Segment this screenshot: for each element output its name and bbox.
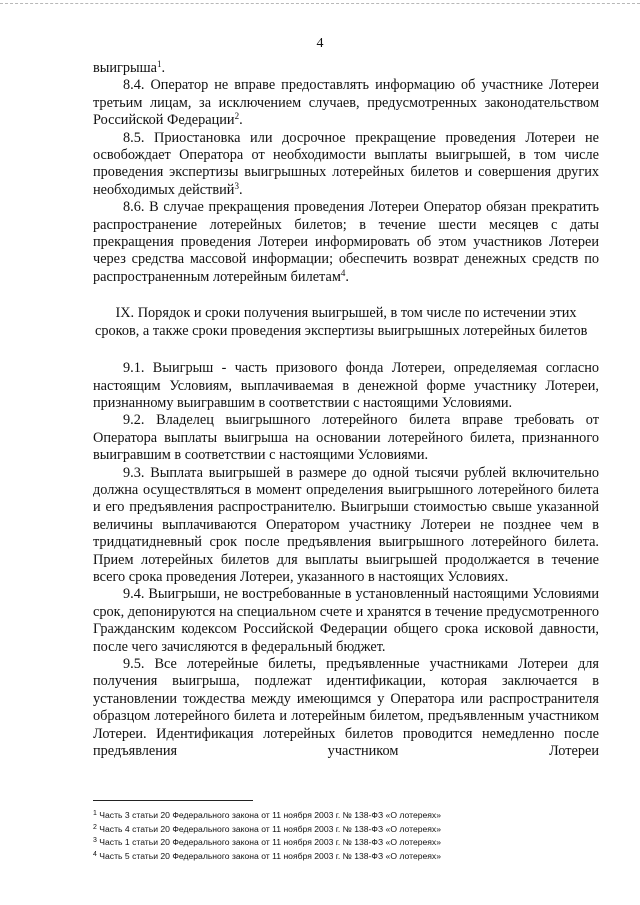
paragraph-9-1: 9.1. Выигрыш - часть призового фонда Лотереи, определяемая согласно настоящим Условиям, выплачиваемая в денежной форме участнику Лотереи, признанному выигравшим в соответствии с настоящими Условиями. xyxy=(93,360,599,411)
paragraph-text: 8.4. Оператор не вправе предоставлять информацию об участнике Лотереи третьим лицам, за исключением случаев, предусмотренных законодательством Российской Федерации xyxy=(93,77,599,129)
footnote-number: 2 xyxy=(93,823,97,831)
footnote-number: 4 xyxy=(93,850,97,858)
paragraph-9-2: 9.2. Владелец выигрышного лотерейного билета вправе требовать от Оператора выплаты выигрыша на основании лотерейного билета, признанного выигравшим в соответствии с настоящими Условиями. xyxy=(93,412,599,464)
paragraph-text: 8.6. В случае прекращения проведения Лотереи Оператор обязан прекратить распространение лотерейных билетов; в течение шести месяцев с даты прекращения проведения Лотереи информировать об этом участников Лотереи через средства массовой информации; обеспечить возврат денежных средств по распространенным лотерейным билетам xyxy=(93,199,599,285)
page-number: 4 xyxy=(316,36,324,51)
footnote-text: Часть 4 статьи 20 Федерального закона от 11 ноября 2003 г. № 138-ФЗ «О лотереях» xyxy=(99,823,442,834)
footnote-ref[interactable]: 2 xyxy=(234,111,240,122)
footnote-text: Часть 1 статьи 20 Федерального закона от 11 ноября 2003 г. № 138-ФЗ «О лотереях» xyxy=(99,837,442,848)
paragraph-punct: . xyxy=(161,60,166,76)
footnote xyxy=(93,823,599,837)
paragraph-continuation xyxy=(93,60,599,77)
footnote-number: 3 xyxy=(93,837,97,845)
paragraph-text: выигрыша xyxy=(93,60,157,76)
footnotes xyxy=(93,800,599,863)
paragraph-9-4: 9.4. Выигрыши, не востребованные в установленный настоящими Условиями срок, депонируются на специальном счете и хранятся в течение предусмотренного Гражданским кодексом Российской Федерации общего срока исковой давности, после чего зачисляются в федеральный бюджет. xyxy=(93,586,599,655)
footnote-ref[interactable]: 3 xyxy=(234,180,239,191)
paragraph-punct: . xyxy=(239,112,243,129)
paragraph-punct: . xyxy=(238,181,243,198)
paragraph-9-5: 9.5. Все лотерейные билеты, предъявленные участниками Лотереи для получения выигрыша, подлежат идентификации, которая заключается в установлении тождества между имеющимся у Оператора или распространителя образцом лотерейного билета и лотерейным билетом, предъявленным участником Лотереи. Идентификация лотерейных билетов проводится немедленно после предъявления участником Лотереи xyxy=(93,656,599,760)
document-body xyxy=(93,60,599,760)
paragraph-8-6 xyxy=(93,199,599,286)
paragraph-8-4 xyxy=(93,77,599,129)
footnote-number: 1 xyxy=(93,810,97,817)
footnote-ref[interactable]: 1 xyxy=(156,59,162,69)
footnote xyxy=(93,836,599,850)
paragraph-punct: . xyxy=(345,268,349,285)
paragraph-8-5 xyxy=(93,130,599,200)
scan-top-edge xyxy=(0,3,640,4)
footnote-ref[interactable]: 4 xyxy=(340,267,346,278)
footnote-separator xyxy=(93,800,253,801)
footnote-text: Часть 3 статьи 20 Федерального закона от 11 ноября 2003 г. № 138-ФЗ «О лотереях» xyxy=(99,810,442,820)
paragraph-9-3: 9.3. Выплата выигрышей в размере до одной тысячи рублей включительно должна осуществляться в момент определения выигрышного лотерейного билета и его предъявления распространителю. Выигрыши стоимостью свыше указанной величины выплачиваются Оператором участнику Лотереи не позднее чем в тридцатидневный срок после предъявления выигрышного лотерейного билета. Прием лотерейных билетов для выплаты выигрышей продолжается в течение всего срока проведения Лотереи, указанного в настоящих Условиях. xyxy=(93,464,599,585)
section-heading: IX. Порядок и сроки получения выигрышей, в том числе по истечении этих сроков, а также сроки проведения экспертизы выигрышных лотерейных билетов xyxy=(95,305,588,339)
paragraph-text: 8.5. Приостановка или досрочное прекращение проведения Лотереи не освобождает Оператора от необходимости выплаты выигрышей, в том числе проведения экспертизы выигрышных лотерейных билетов и совершения других необходимых действий xyxy=(93,129,599,198)
footnote-text: Часть 5 статьи 20 Федерального закона от 11 ноября 2003 г. № 138-ФЗ «О лотереях» xyxy=(99,850,442,861)
footnote xyxy=(93,809,599,823)
footnote xyxy=(93,850,599,864)
